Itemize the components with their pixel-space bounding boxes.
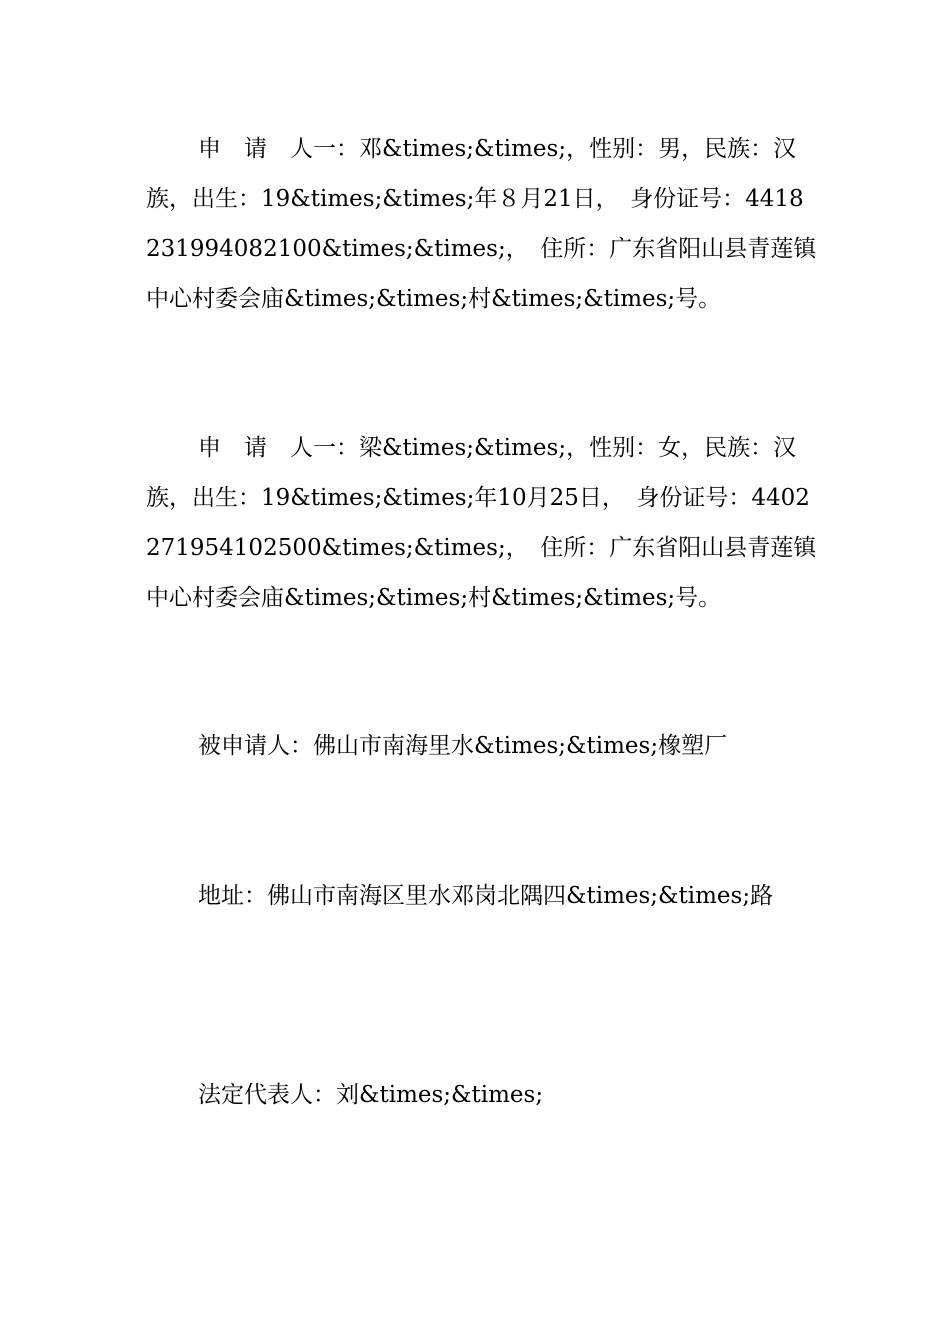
address-paragraph: 地址：佛山市南海区里水邓岗北隅四&times;&times;路 xyxy=(198,883,774,909)
applicant-one-liang-paragraph: 申 请 人一：梁&times;&times;，性别：女，民族：汉族，出生：19&times;&times;年10月25日， 身份证号：4402271954102500&times;&times;， 住所：广东省阳山县青莲镇中心村委会庙&times;&times;村&times;&times;号。 xyxy=(146,435,817,611)
applicant-one-deng-paragraph: 申 请 人一：邓&times;&times;，性别：男，民族：汉族，出生：19&times;&times;年８月21日， 身份证号：4418231994082100&times;&times;， 住所：广东省阳山县青莲镇中心村委会庙&times;&times;村&times;&times;号。 xyxy=(146,136,817,312)
legal-representative-paragraph: 法定代表人：刘&times;&times; xyxy=(198,1082,544,1108)
respondent-paragraph: 被申请人：佛山市南海里水&times;&times;橡塑厂 xyxy=(198,733,728,759)
